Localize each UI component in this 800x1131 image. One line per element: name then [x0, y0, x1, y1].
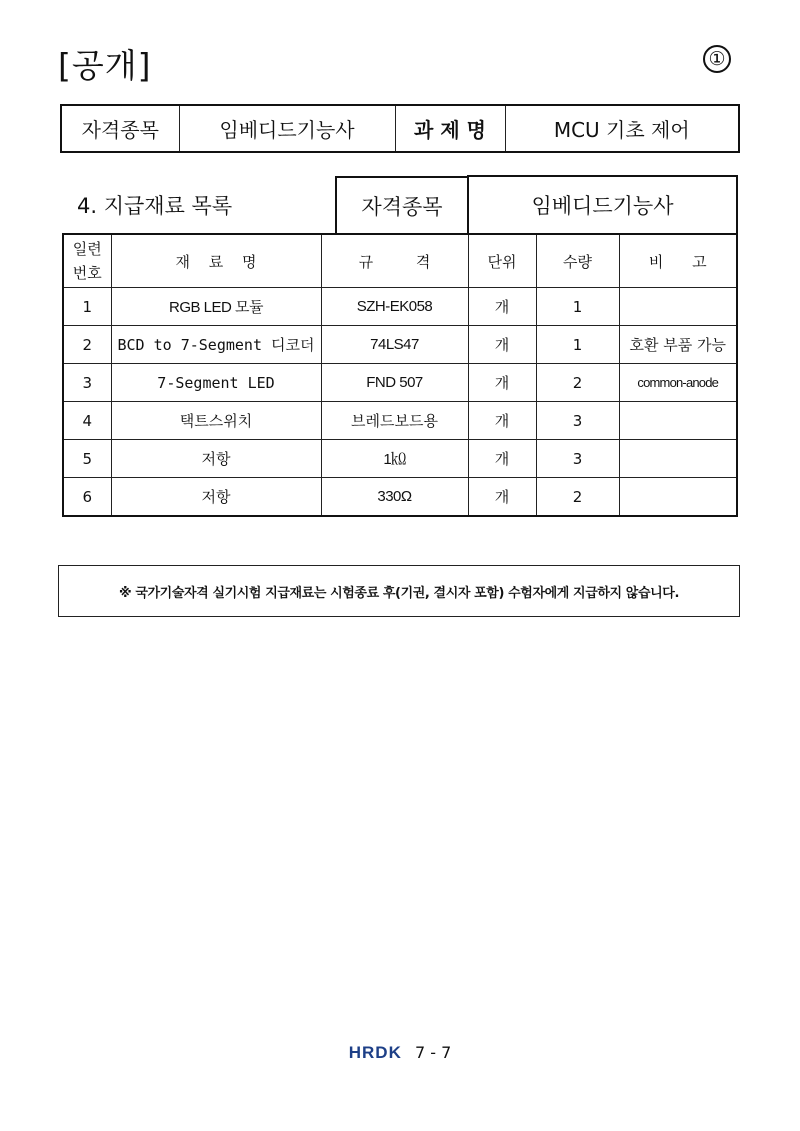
- page-number-badge: [703, 45, 731, 73]
- page-footer: [0, 1043, 800, 1063]
- col-header-qty: 수량: [536, 234, 619, 288]
- cell-note: common-anode: [619, 364, 737, 402]
- cell-qty: 1: [536, 326, 619, 364]
- table-row: [63, 478, 737, 517]
- cell-name: BCD to 7-Segment 디코더: [111, 326, 321, 364]
- col-header-name: 재 료 명: [111, 234, 321, 288]
- materials-qualification-value: 임베디드기능사: [468, 176, 737, 234]
- cell-no: 2: [63, 326, 111, 364]
- exam-info-table: [60, 104, 740, 153]
- cell-unit: 개: [468, 326, 536, 364]
- page-title: [공개]: [58, 46, 152, 85]
- cell-name: 저항: [111, 478, 321, 517]
- col-header-no: 일련 번호: [63, 234, 111, 288]
- cell-spec: SZH-EK058: [321, 288, 468, 326]
- cell-no: 6: [63, 478, 111, 517]
- cell-name: 택트스위치: [111, 402, 321, 440]
- table-row: [63, 364, 737, 402]
- page-symbol: ①: [708, 48, 726, 70]
- table-row: [63, 440, 737, 478]
- cell-unit: 개: [468, 478, 536, 517]
- hrdk-logo: HRDK: [348, 1043, 402, 1062]
- cell-spec: 74LS47: [321, 326, 468, 364]
- cell-qty: 2: [536, 478, 619, 517]
- cell-note: [619, 440, 737, 478]
- materials-qualification-label: 자격종목: [335, 176, 467, 233]
- cell-qty: 2: [536, 364, 619, 402]
- table-row: [63, 288, 737, 326]
- notice-box: [58, 565, 740, 617]
- task-value: MCU 기초 제어: [505, 105, 739, 152]
- cell-no: 3: [63, 364, 111, 402]
- cell-name: 7-Segment LED: [111, 364, 321, 402]
- cell-spec: 330Ω: [321, 478, 468, 517]
- cell-note: [619, 402, 737, 440]
- materials-table: [62, 175, 738, 517]
- notice-text: ※ 국가기술자격 실기시험 지급재료는 시험종료 후(기권, 결시자 포함) 수험자에게 지급하지 않습니다.: [119, 585, 679, 601]
- page-number: 7 - 7: [414, 1043, 452, 1062]
- cell-spec: 1㏀: [321, 440, 468, 478]
- cell-spec: 브레드보드용: [321, 402, 468, 440]
- cell-name: 저항: [111, 440, 321, 478]
- cell-qty: 1: [536, 288, 619, 326]
- cell-no: 1: [63, 288, 111, 326]
- cell-no: 5: [63, 440, 111, 478]
- qualification-value: 임베디드기능사: [179, 105, 395, 152]
- cell-unit: 개: [468, 364, 536, 402]
- section-title: 4. 지급재료 목록: [77, 193, 233, 218]
- cell-note: [619, 288, 737, 326]
- cell-spec: FND 507: [321, 364, 468, 402]
- table-row: [63, 402, 737, 440]
- col-header-note: 비 고: [619, 234, 737, 288]
- table-row: [63, 326, 737, 364]
- cell-unit: 개: [468, 288, 536, 326]
- cell-note: 호환 부품 가능: [619, 326, 737, 364]
- cell-qty: 3: [536, 402, 619, 440]
- cell-unit: 개: [468, 440, 536, 478]
- task-label: 과 제 명: [395, 105, 505, 152]
- cell-qty: 3: [536, 440, 619, 478]
- cell-no: 4: [63, 402, 111, 440]
- cell-note: [619, 478, 737, 517]
- cell-unit: 개: [468, 402, 536, 440]
- cell-name: RGB LED 모듈: [111, 288, 321, 326]
- col-header-unit: 단위: [468, 234, 536, 288]
- col-header-spec: 규 격: [321, 234, 468, 288]
- qualification-label: 자격종목: [61, 105, 179, 152]
